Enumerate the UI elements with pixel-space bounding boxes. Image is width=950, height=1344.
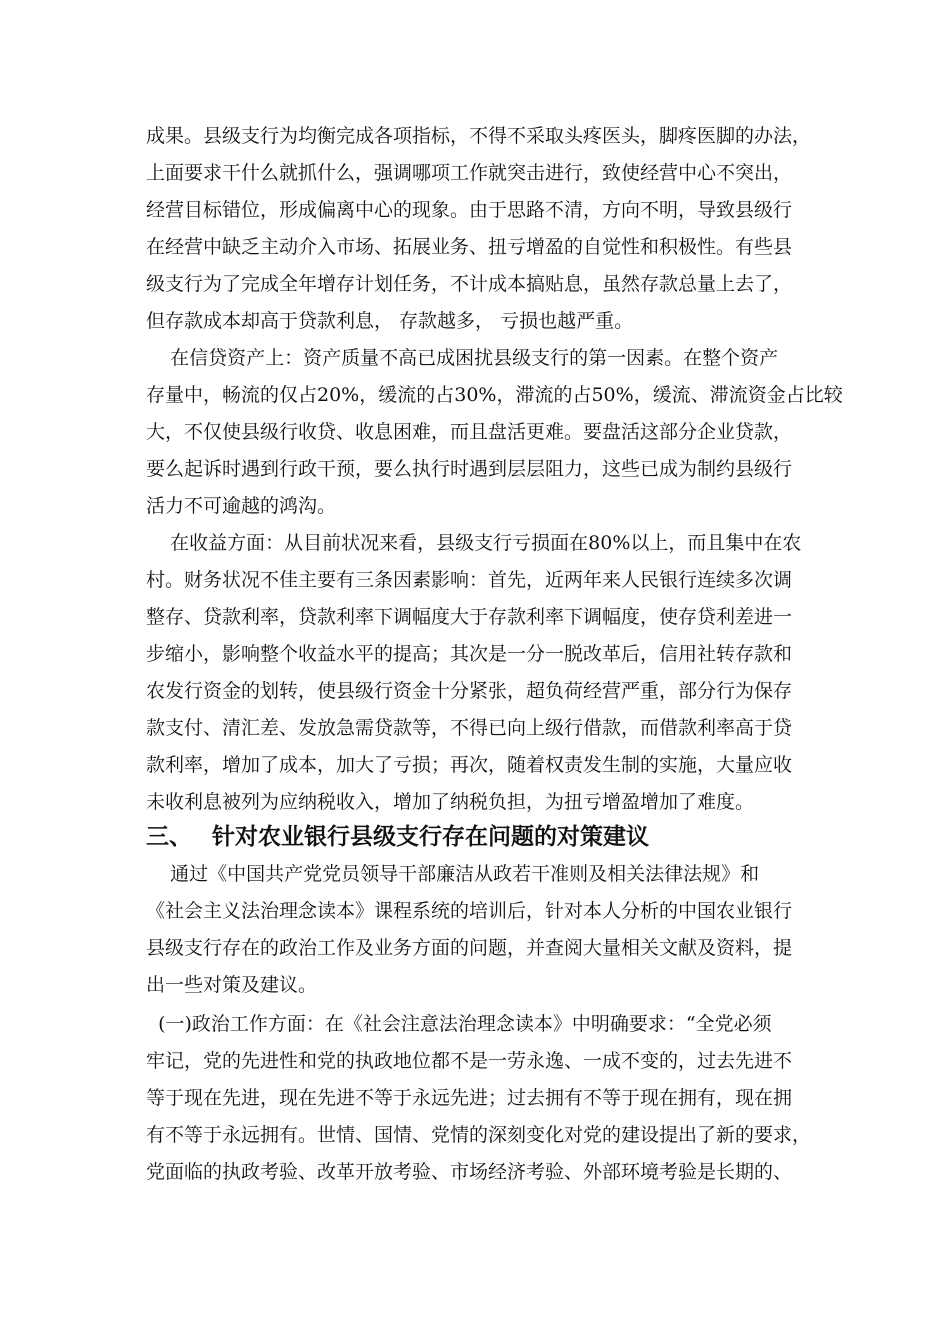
section-title: 针对农业银行县级支行存在问题的对策建议 xyxy=(212,824,649,850)
text-line: 大，不仅使县级行收贷、收息困难，而且盘活更难。要盘活这部分企业贷款， xyxy=(146,421,793,443)
text-line: 牢记，党的先进性和党的执政地位都不是一劳永逸、一成不变的，过去先进不 xyxy=(146,1050,793,1072)
text-line: 《社会主义法治理念读本》课程系统的培训后，针对本人分析的中国农业银行 xyxy=(146,900,793,922)
text-line: 党面临的执政考验、改革开放考验、市场经济考验、外部环境考验是长期的、 xyxy=(146,1161,793,1183)
text-line: 但存款成本却高于贷款利息， 存款越多， 亏损也越严重。 xyxy=(146,310,634,332)
text-line: 成果。县级支行为均衡完成各项指标，不得不采取头疼医头，脚疼医脚的办法， xyxy=(146,125,812,147)
text-line: 款利率，增加了成本，加大了亏损；再次，随着权责发生制的实施，大量应收 xyxy=(146,754,793,776)
text-line: 级支行为了完成全年增存计划任务，不计成本搞贴息，虽然存款总量上去了， xyxy=(146,273,793,295)
text-line: 步缩小，影响整个收益水平的提高；其次是一分一脱改革后，信用社转存款和 xyxy=(146,643,793,665)
section-heading xyxy=(146,822,816,852)
text-line: 在信贷资产上：资产质量不高已成困扰县级支行的第一因素。在整个资产 xyxy=(146,347,779,369)
text-line: 村。财务状况不佳主要有三条因素影响：首先，近两年来人民银行连续多次调 xyxy=(146,569,793,591)
text-line: 等于现在先进，现在先进不等于永远先进；过去拥有不等于现在拥有，现在拥 xyxy=(146,1087,793,1109)
text-line: 整存、贷款利率，贷款利率下调幅度大于存款利率下调幅度，使存贷利差进一 xyxy=(146,606,793,628)
text-line: 上面要求干什么就抓什么，强调哪项工作就突击进行，致使经营中心不突出， xyxy=(146,162,793,184)
text-line: 在经营中缺乏主动介入市场、拓展业务、扭亏增盈的自觉性和积极性。有些县 xyxy=(146,236,793,258)
section-number: 三、 xyxy=(146,824,192,850)
text-line: 县级支行存在的政治工作及业务方面的问题，并查阅大量相关文献及资料，提 xyxy=(146,937,793,959)
text-line: (一)政治工作方面：在《社会注意法治理念读本》中明确要求：“全党必须 xyxy=(146,1013,772,1035)
text-line: 活力不可逾越的鸿沟。 xyxy=(146,495,337,517)
text-line: 通过《中国共产党党员领导干部廉洁从政若干准则及相关法律法规》和 xyxy=(146,863,760,885)
text-line: 在收益方面：从目前状况来看，县级支行亏损面在80%以上，而且集中在农 xyxy=(146,532,802,554)
text-line: 出一些对策及建议。 xyxy=(146,974,318,996)
text-line: 未收利息被列为应纳税收入，增加了纳税负担，为扭亏增盈增加了难度。 xyxy=(146,791,755,813)
text-line: 农发行资金的划转，使县级行资金十分紧张，超负荷经营严重，部分行为保存 xyxy=(146,680,793,702)
text-line: 经营目标错位，形成偏离中心的现象。由于思路不清，方向不明，导致县级行 xyxy=(146,199,793,221)
text-line: 有不等于永远拥有。世情、国情、党情的深刻变化对党的建设提出了新的要求， xyxy=(146,1124,812,1146)
text-line: 存量中，畅流的仅占20%，缓流的占30%，滞流的占50%，缓流、滞流资金占比较 xyxy=(146,384,843,406)
text-line: 款支付、清汇差、发放急需贷款等，不得已向上级行借款，而借款利率高于贷 xyxy=(146,717,793,739)
text-line: 要么起诉时遇到行政干预，要么执行时遇到层层阻力，这些已成为制约县级行 xyxy=(146,458,793,480)
